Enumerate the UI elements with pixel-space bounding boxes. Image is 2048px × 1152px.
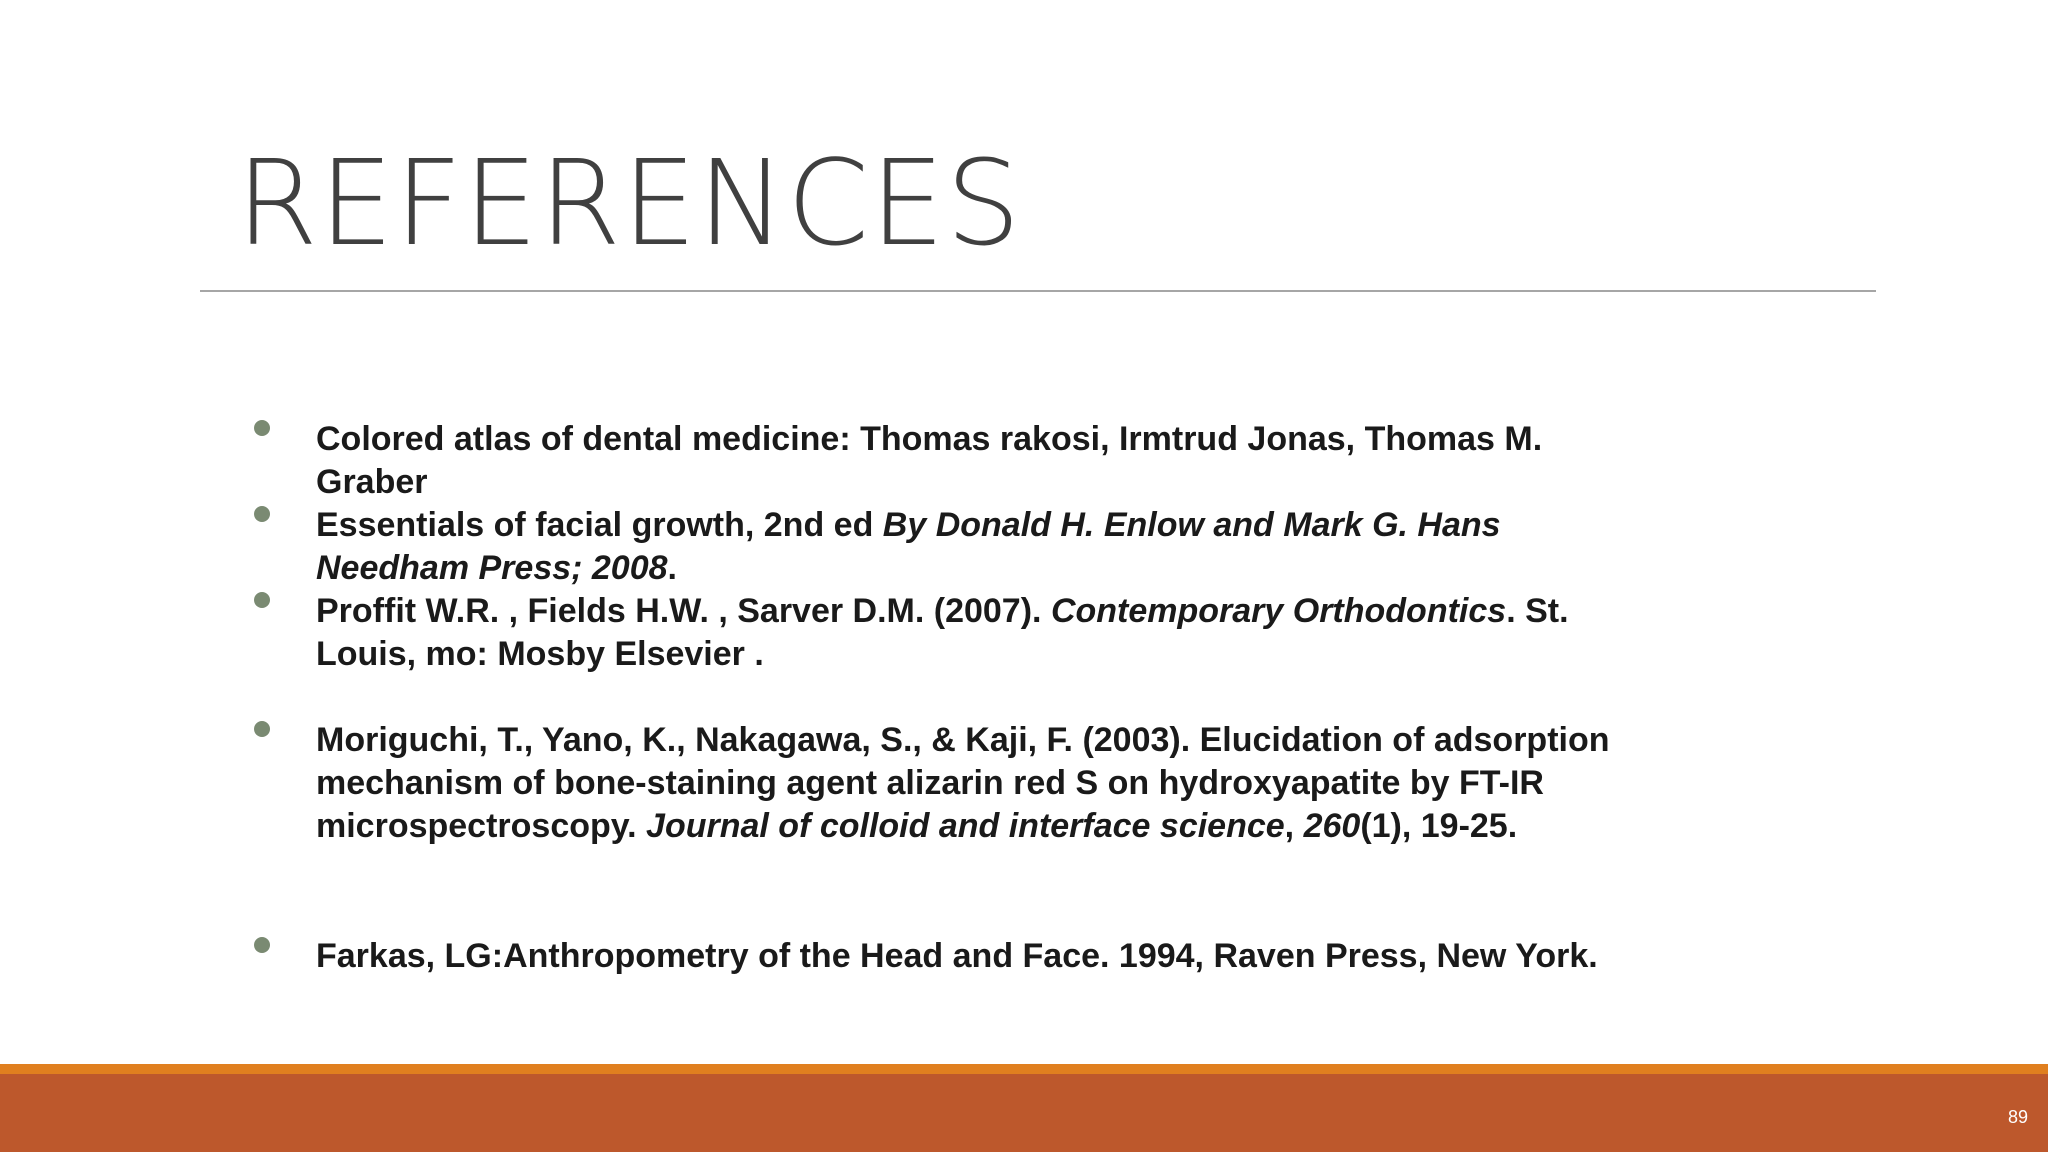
reference-italic-text: 260 bbox=[1303, 807, 1361, 845]
reference-italic-text: By Donald H. Enlow and Mark G. Hans Needham Press; 2008 bbox=[316, 506, 1501, 587]
reference-text: Essentials of facial growth, 2nd ed bbox=[316, 506, 883, 544]
reference-italic-text: Journal of colloid and interface science bbox=[646, 807, 1285, 845]
footer-accent-stripe bbox=[0, 1064, 2048, 1074]
reference-text: Proffit W.R. , Fields H.W. , Sarver D.M. (2007). bbox=[316, 592, 1051, 630]
reference-item bbox=[316, 590, 1626, 676]
reference-item bbox=[316, 935, 1626, 978]
bullet-icon bbox=[254, 721, 270, 737]
reference-text: . bbox=[667, 549, 677, 587]
reference-item bbox=[316, 504, 1626, 590]
reference-italic-text: Contemporary Orthodontics bbox=[1050, 592, 1507, 630]
reference-text: . St. Louis, mo: Mosby Elsevier . bbox=[316, 592, 1569, 673]
reference-item bbox=[316, 418, 1626, 504]
reference-item bbox=[316, 719, 1626, 848]
reference-text: (1), 19-25. bbox=[1360, 807, 1518, 845]
reference-text: Farkas, LG:Anthropometry of the Head and Face. 1994, Raven Press, New York. bbox=[316, 937, 1598, 975]
slide-title: REFERENCES bbox=[236, 134, 1022, 272]
page-number: 89 bbox=[2007, 1107, 2028, 1127]
reference-text: Colored atlas of dental medicine: Thomas rakosi, Irmtrud Jonas, Thomas M. Graber bbox=[316, 420, 1543, 501]
reference-text: , bbox=[1284, 807, 1304, 845]
reference-text: Moriguchi, T., Yano, K., Nakagawa, S., & Kaji, F. (2003). Elucidation of adsorption mechanism of bone-staining agent alizarin red S on hydroxyapatite by FT-IR microspectroscopy. bbox=[316, 721, 1610, 845]
bullet-icon bbox=[254, 506, 270, 522]
bullet-icon bbox=[254, 420, 270, 436]
footer-bar bbox=[0, 1074, 2048, 1152]
bullet-icon bbox=[254, 937, 270, 953]
bullet-icon bbox=[254, 592, 270, 608]
title-divider bbox=[200, 290, 1876, 292]
